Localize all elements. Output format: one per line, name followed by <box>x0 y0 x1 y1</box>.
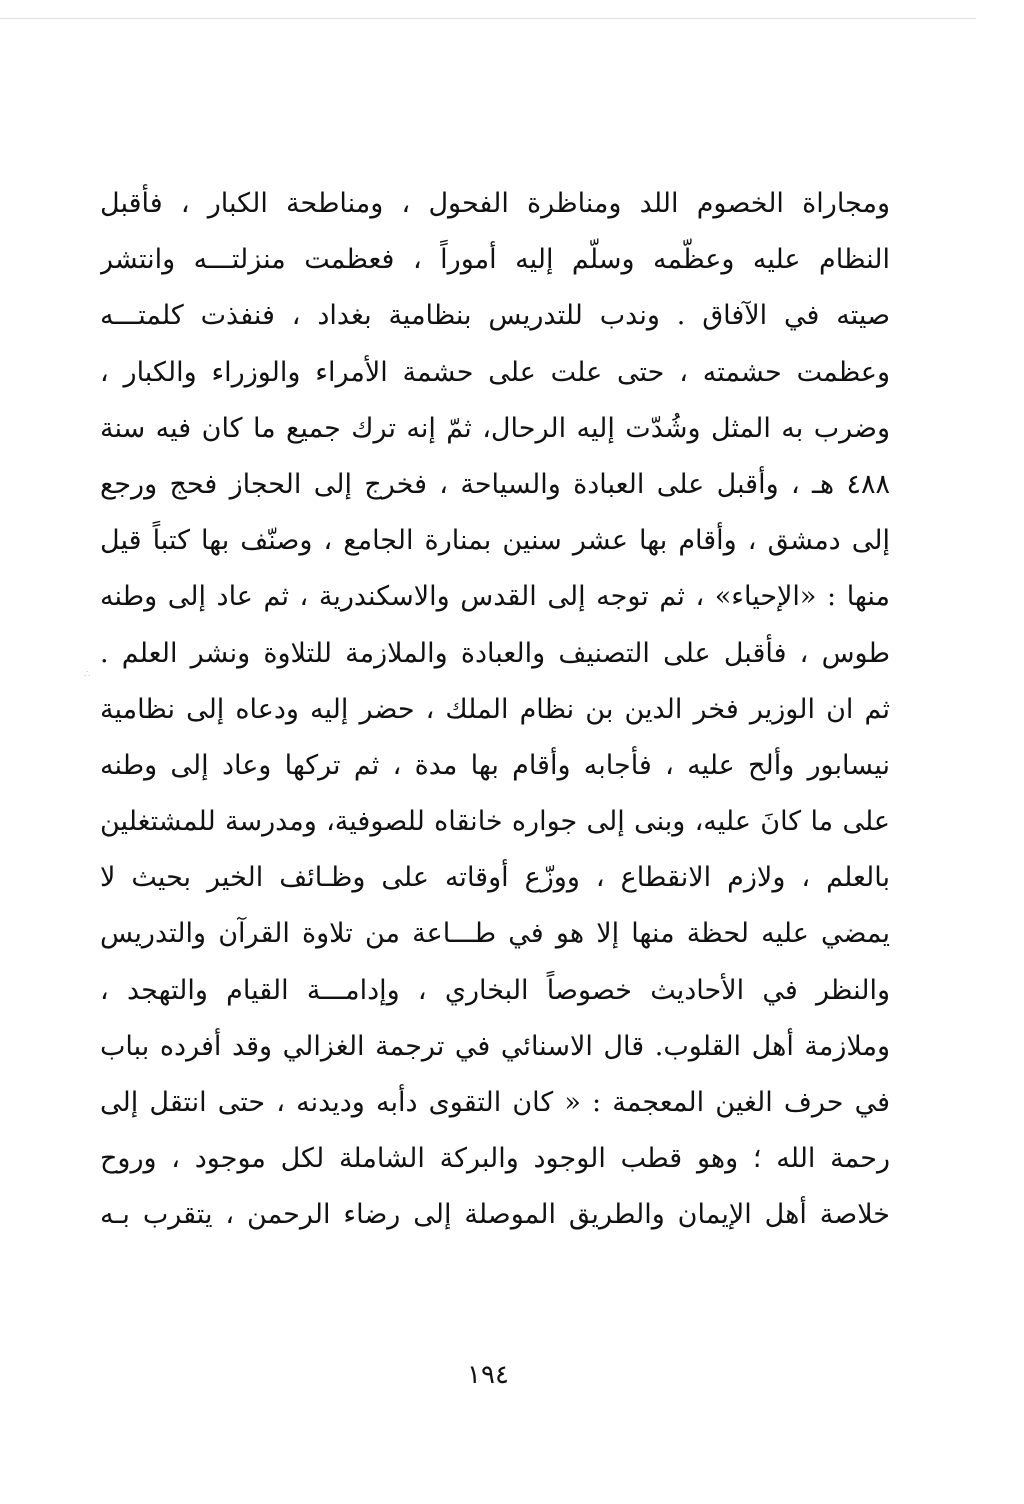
text-line: وملازمة أهل القلوب. قال الاسنائي في ترجمة الغزالي وقد أفرده بباب <box>100 1030 890 1062</box>
page-number: ١٩٤ <box>467 1360 509 1390</box>
text-line: إلى دمشق ، وأقام بها عشر سنين بمنارة الجامع ، وصنّف بها كتباً قيل <box>100 525 890 557</box>
text-line: يمضي عليه لحظة منها إلا هو في طـــاعة من تلاوة القرآن والتدريس <box>100 918 890 950</box>
text-line: خلاصة أهل الإيمان والطريق الموصلة إلى رضاء الرحمن ، يتقرب بـه <box>100 1199 890 1231</box>
text-line: بالعلم ، ولازم الانقطاع ، ووزّع أوقاته على وظـائف الخير بحيث لا <box>100 862 890 894</box>
text-line: وعظمت حشمته ، حتى علت على حشمة الأمراء والوزراء والكبار ، <box>100 356 890 388</box>
text-line: نيسابور وألح عليه ، فأجابه وأقام بها مدة ، ثم تركها وعاد إلى وطنه <box>100 749 890 781</box>
top-rule <box>0 18 976 19</box>
page-body <box>100 176 890 1244</box>
text-line: ومجاراة الخصوم اللد ومناظرة الفحول ، ومناطحة الكبار ، فأقبل <box>100 188 890 219</box>
text-line: على ما كانَ عليه، وبنى إلى جواره خانقاه للصوفية، ومدرسة للمشتغلين <box>100 806 890 838</box>
margin-mark: ∴ <box>84 669 91 680</box>
text-line: والنظر في الأحاديث خصوصاً البخاري ، وإدامـــة القيام والتهجد ، <box>100 974 890 1006</box>
text-line: وضرب به المثل وشُدّت إليه الرحال، ثمّ إنه ترك جميع ما كان فيه سنة <box>100 412 890 444</box>
text-line: منها : «الإحياء» ، ثم توجه إلى القدس والاسكندرية ، ثم عاد إلى وطنه <box>100 581 890 613</box>
text-line: طوس ، فأقبل على التصنيف والعبادة والملازمة للتلاوة ونشر العلم . <box>100 637 890 669</box>
text-line: النظام عليه وعظّمه وسلّم إليه أموراً ، فعظمت منزلتـــه وانتشر <box>100 244 890 276</box>
text-line: ثم ان الوزير فخر الدين بن نظام الملك ، حضر إليه ودعاه إلى نظامية <box>100 693 890 725</box>
text-line: ٤٨٨ هـ ، وأقبل على العبادة والسياحة ، فخرج إلى الحجاز فحج ورجع <box>100 468 890 500</box>
text-line: صيته في الآفاق . وندب للتدريس بنظامية بغداد ، فنفذت كلمتـــه <box>100 300 890 332</box>
text-line: رحمة الله ؛ وهو قطب الوجود والبركة الشاملة لكل موجود ، وروح <box>100 1143 890 1175</box>
text-line: في حرف الغين المعجمة : « كان التقوى دأبه وديدنه ، حتى انتقل إلى <box>100 1087 890 1118</box>
